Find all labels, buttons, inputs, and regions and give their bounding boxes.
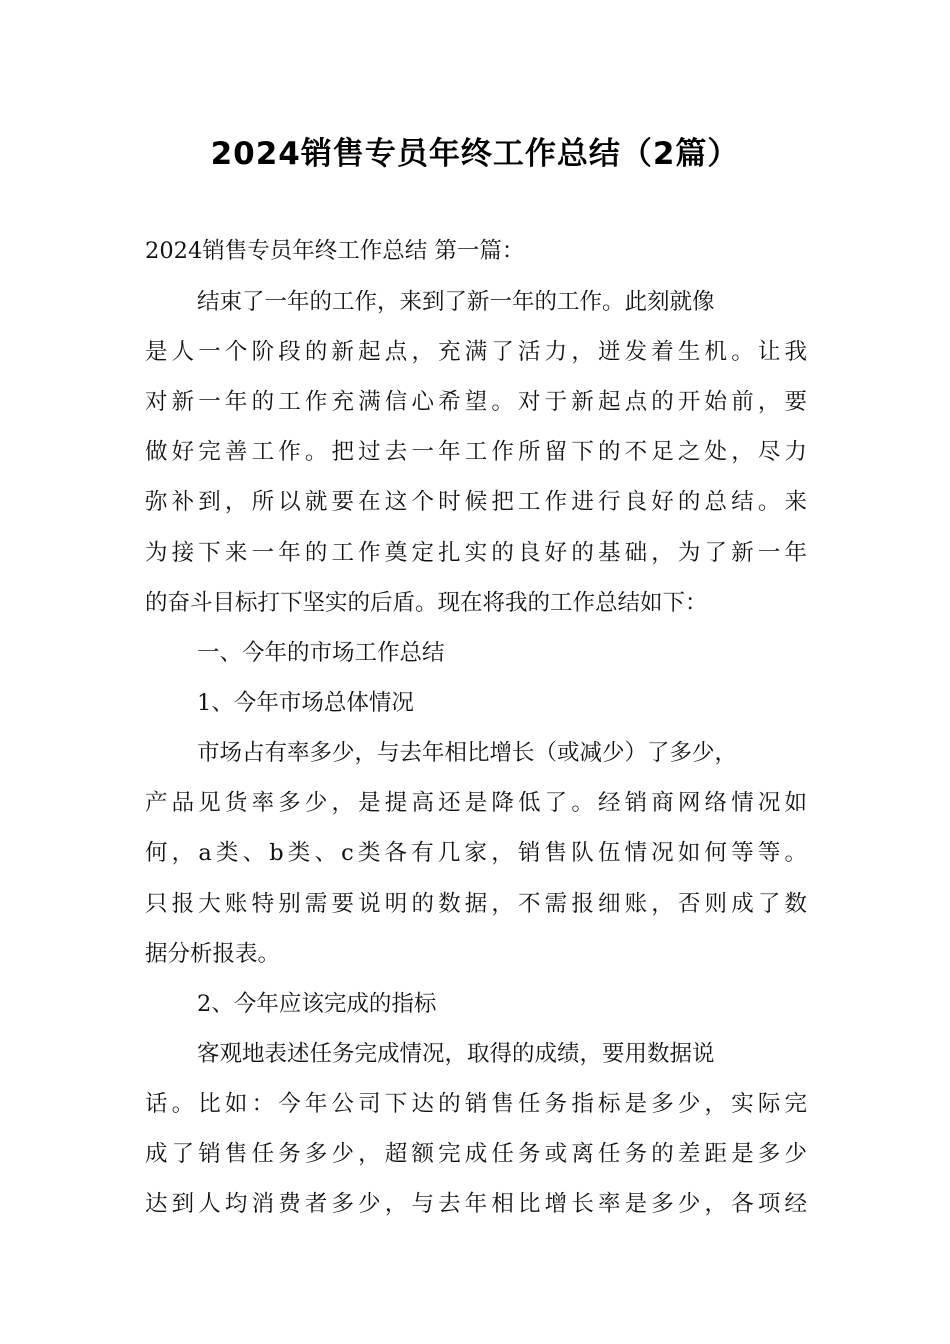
paragraph-line: 成了销售任务多少，超额完成任务或离任务的差距是多少 xyxy=(145,1141,807,1167)
paragraph-line: 达到人均消费者多少，与去年相比增长率是多少，各项经 xyxy=(145,1191,807,1217)
paragraph-line: 的奋斗目标打下坚实的后盾。现在将我的工作总结如下： xyxy=(145,590,708,616)
paragraph-line: 只报大账特别需要说明的数据，不需报细账，否则成了数 xyxy=(145,891,807,917)
section-subtitle: 2024销售专员年终工作总结 第一篇： xyxy=(145,238,525,264)
paragraph-line: 对新一年的工作充满信心希望。对于新起点的开始前，要 xyxy=(145,389,807,415)
paragraph-line: 客观地表述任务完成情况，取得的成绩，要用数据说 xyxy=(197,1041,715,1067)
section-heading: 一、今年的市场工作总结 xyxy=(197,640,445,666)
paragraph-line: 话。比如：今年公司下达的销售任务指标是多少，实际完 xyxy=(145,1091,807,1117)
paragraph-line: 是人一个阶段的新起点，充满了活力，迸发着生机。让我 xyxy=(145,339,807,365)
paragraph-line: 为接下来一年的工作奠定扎实的良好的基础，为了新一年 xyxy=(145,540,807,566)
paragraph-line: 产品见货率多少，是提高还是降低了。经销商网络情况如 xyxy=(145,790,807,816)
paragraph-line: 结束了一年的工作，来到了新一年的工作。此刻就像 xyxy=(197,289,715,315)
section-heading: 1、今年市场总体情况 xyxy=(197,690,414,716)
paragraph-line: 弥补到，所以就要在这个时候把工作进行良好的总结。来 xyxy=(145,489,807,515)
paragraph-line: 市场占有率多少，与去年相比增长（或减少）了多少， xyxy=(197,740,738,766)
paragraph-line: 做好完善工作。把过去一年工作所留下的不足之处，尽力 xyxy=(145,439,807,465)
section-heading: 2、今年应该完成的指标 xyxy=(197,991,437,1017)
paragraph-line: 何，a类、b类、c类各有几家，销售队伍情况如何等等。 xyxy=(145,840,807,866)
page-title: 2024销售专员年终工作总结（2篇） xyxy=(210,136,740,172)
paragraph-line: 据分析报表。 xyxy=(145,941,281,967)
